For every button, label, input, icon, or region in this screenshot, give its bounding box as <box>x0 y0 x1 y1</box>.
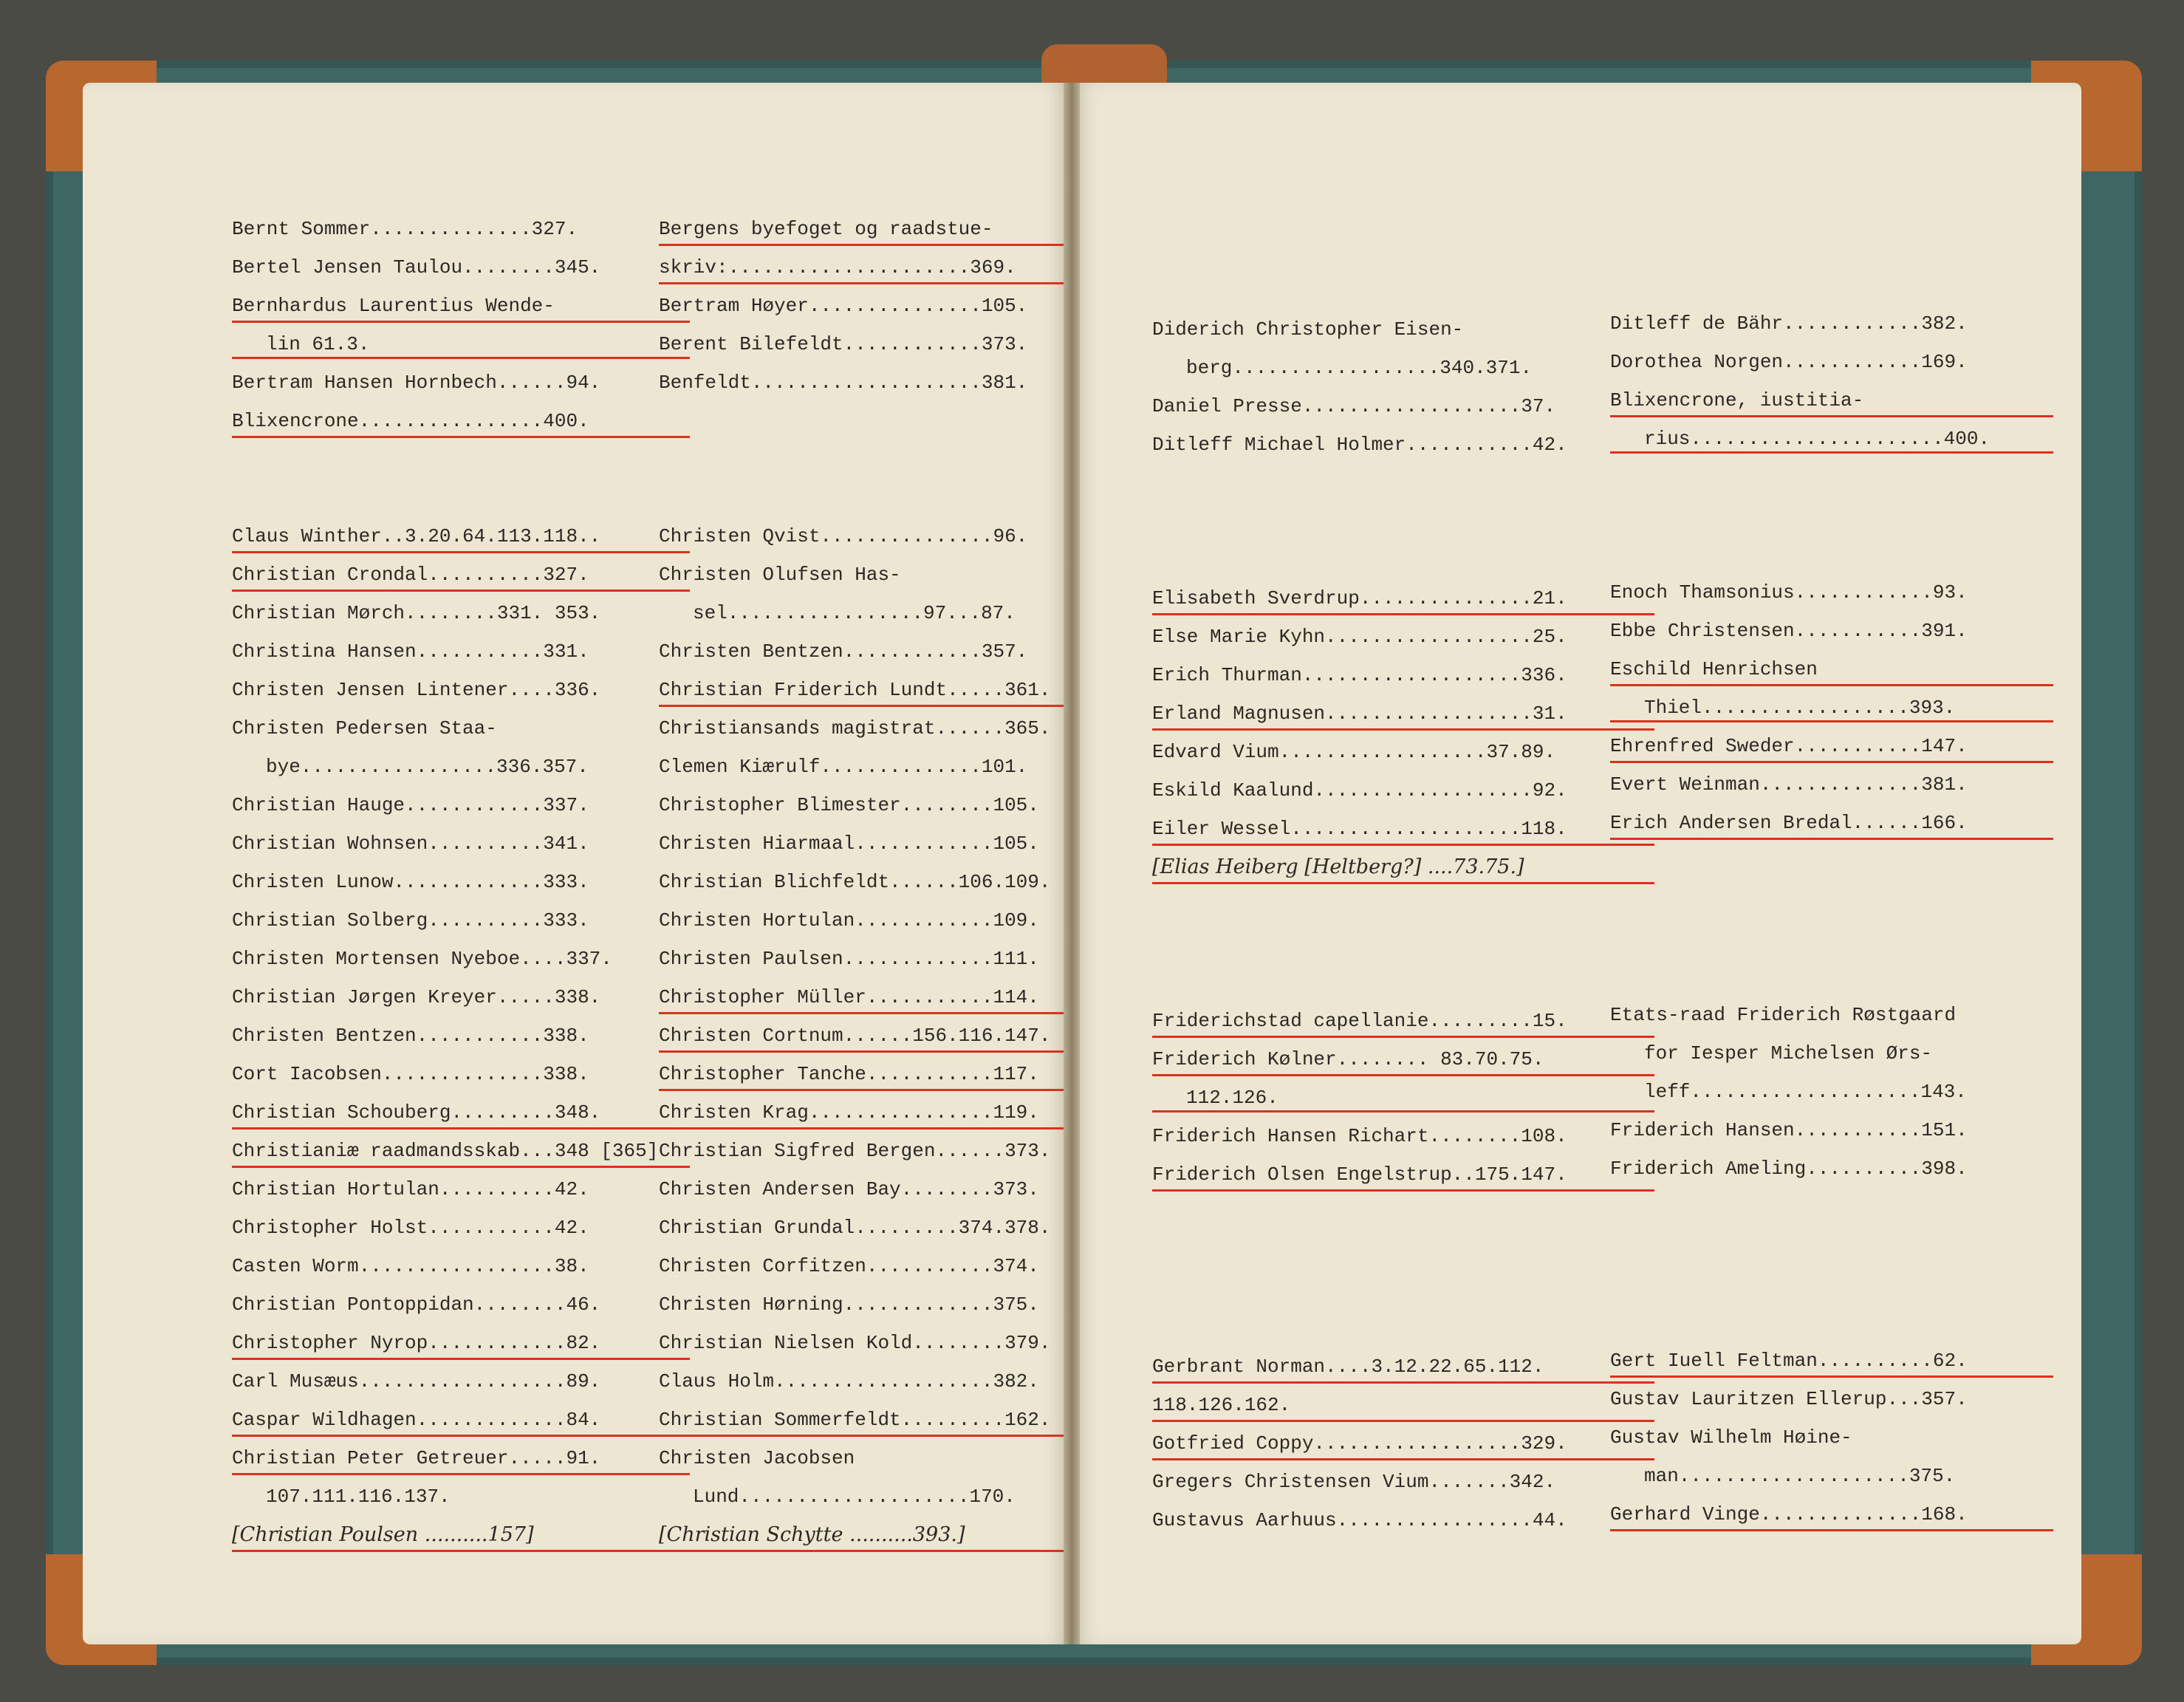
left-page <box>83 83 1071 1644</box>
index-entry: Ebbe Christensen...........391. <box>1610 620 1968 642</box>
index-entry: Friderich Hansen...........151. <box>1610 1119 1968 1141</box>
index-entry: Christian Nielsen Kold........379. <box>659 1332 1051 1354</box>
index-entry: Friderich Hansen Richart........108. <box>1152 1125 1567 1147</box>
index-entry: lin 61.3. <box>232 329 690 359</box>
index-entry: Clemen Kiærulf..............101. <box>659 756 1028 778</box>
index-entry: leff....................143. <box>1644 1081 1967 1103</box>
index-entry: Christiansands magistrat......365. <box>659 717 1051 739</box>
index-entry: Christen Corfitzen...........374. <box>659 1255 1039 1277</box>
index-entry: Gert Iuell Feltman..........62. <box>1610 1346 2053 1378</box>
index-entry: Christian Wohnsen..........341. <box>232 833 589 855</box>
index-entry: Christopher Nyrop............82. <box>232 1328 690 1360</box>
index-entry: Friderich Ameling..........398. <box>1610 1158 1968 1180</box>
index-entry: Evert Weinman..............381. <box>1610 773 1968 796</box>
index-entry: skriv:.....................369. <box>659 253 1132 284</box>
index-entry: Christen Mortensen Nyeboe....337. <box>232 948 612 970</box>
index-entry: berg..................340.371. <box>1186 357 1533 379</box>
index-entry: Christianiæ raadmandsskab...348 [365] <box>232 1136 690 1168</box>
index-entry: man....................375. <box>1644 1465 1956 1487</box>
index-entry: Ditleff Michael Holmer...........42. <box>1152 434 1567 456</box>
index-entry: Christian Blichfeldt......106.109. <box>659 871 1051 893</box>
index-entry: Christian Schouberg.........348. <box>232 1098 690 1129</box>
index-entry: Christen Jensen Lintener....336. <box>232 679 601 701</box>
index-entry: Ehrenfred Sweder...........147. <box>1610 731 2053 763</box>
index-entry: Friderich Kølner........ 83.70.75. <box>1152 1045 1654 1076</box>
index-entry: Blixencrone, iustitia- <box>1610 386 2053 417</box>
index-entry: Christopher Holst...........42. <box>232 1217 589 1239</box>
handwritten-entry: [Christian Schytte ..........393.] <box>659 1520 1132 1552</box>
index-entry: Edvard Vium..................37.89. <box>1152 741 1556 763</box>
index-entry: for Iesper Michelsen Ørs- <box>1644 1042 1933 1064</box>
index-entry: Christen Andersen Bay........373. <box>659 1178 1039 1200</box>
index-entry: Christopher Blimester........105. <box>659 794 1039 816</box>
index-entry: Christen Qvist...............96. <box>659 525 1028 547</box>
index-entry: Carl Musæus..................89. <box>232 1370 601 1392</box>
index-entry: 112.126. <box>1152 1083 1654 1113</box>
index-entry: Eiler Wessel....................118. <box>1152 814 1654 846</box>
index-entry: Dorothea Norgen............169. <box>1610 351 1968 373</box>
index-entry: Benfeldt....................381. <box>659 372 1028 394</box>
index-entry: Christen Krag................119. <box>659 1098 1132 1129</box>
book-gutter <box>1064 83 1080 1644</box>
index-entry: Gerhard Vinge..............168. <box>1610 1500 2053 1531</box>
index-entry: Gustav Lauritzen Ellerup...357. <box>1610 1388 1968 1410</box>
index-entry: Bertram Høyer...............105. <box>659 295 1028 317</box>
index-entry: sel.................97...87. <box>693 602 1016 624</box>
index-entry: Bernt Sommer..............327. <box>232 218 578 240</box>
index-entry: Christen Hortulan............109. <box>659 909 1039 932</box>
index-entry: Erich Thurman...................336. <box>1152 664 1567 686</box>
index-entry: Casten Worm.................38. <box>232 1255 589 1277</box>
index-entry: Bernhardus Laurentius Wende- <box>232 291 690 323</box>
index-entry: Christen Hiarmaal............105. <box>659 833 1039 855</box>
index-entry: Christen Bentzen...........338. <box>232 1025 589 1047</box>
index-entry: Christian Peter Getreuer.....91. <box>232 1443 690 1475</box>
right-page <box>1071 83 2081 1644</box>
index-entry: Christian Crondal..........327. <box>232 560 690 592</box>
index-entry: Christian Pontoppidan........46. <box>232 1293 601 1316</box>
index-entry: Gregers Christensen Vium.......342. <box>1152 1471 1556 1493</box>
index-entry: Thiel..................393. <box>1610 693 2053 722</box>
index-entry: Cort Iacobsen..............338. <box>232 1063 589 1085</box>
index-entry: Bertel Jensen Taulou........345. <box>232 256 601 278</box>
index-entry: Christen Paulsen.............111. <box>659 948 1039 970</box>
index-entry: Christen Hørning.............375. <box>659 1293 1039 1316</box>
index-entry: Etats-raad Friderich Røstgaard <box>1610 1004 1957 1026</box>
index-entry: Claus Winther..3.20.64.113.118.. <box>232 522 690 553</box>
index-entry: Christina Hansen...........331. <box>232 640 589 663</box>
index-entry: Enoch Thamsonius............93. <box>1610 581 1968 604</box>
index-entry: Blixencrone................400. <box>232 406 690 438</box>
index-entry: Christian Grundal.........374.378. <box>659 1217 1051 1239</box>
index-entry: Christen Cortnum......156.116.147. <box>659 1021 1132 1053</box>
index-entry: Christen Bentzen............357. <box>659 640 1028 663</box>
index-entry: Christian Sigfred Bergen......373. <box>659 1140 1051 1162</box>
index-entry: Christian Hortulan..........42. <box>232 1178 589 1200</box>
index-entry: Gustavus Aarhuus.................44. <box>1152 1509 1567 1531</box>
index-entry: Lund....................170. <box>693 1486 1016 1508</box>
index-entry: Christen Pedersen Staa- <box>232 717 497 739</box>
index-entry: Eskild Kaalund...................92. <box>1152 779 1567 802</box>
index-entry: Christian Solberg..........333. <box>232 909 589 932</box>
index-entry: rius......................400. <box>1610 424 2053 454</box>
index-entry: Christen Lunow.............333. <box>232 871 589 893</box>
index-entry: Erich Andersen Bredal......166. <box>1610 808 2053 840</box>
index-entry: Daniel Presse...................37. <box>1152 395 1556 417</box>
index-entry: bye.................336.357. <box>266 756 589 778</box>
index-entry: Diderich Christopher Eisen- <box>1152 318 1464 341</box>
index-entry: Christen Jacobsen <box>659 1447 855 1469</box>
index-entry: Eschild Henrichsen <box>1610 655 2053 686</box>
index-entry: Bergens byefoget og raadstue- <box>659 214 1132 246</box>
index-entry: Friderich Olsen Engelstrup..175.147. <box>1152 1160 1654 1192</box>
handwritten-entry: [Elias Heiberg [Heltberg?] ....73.75.] <box>1152 852 1654 884</box>
index-entry: Gerbrant Norman....3.12.22.65.112. <box>1152 1352 1654 1384</box>
index-entry: Christian Sommerfeldt.........162. <box>659 1405 1132 1437</box>
index-entry: Caspar Wildhagen.............84. <box>232 1405 690 1437</box>
index-entry: Friderichstad capellanie.........15. <box>1152 1006 1654 1038</box>
index-entry: Ditleff de Bähr............382. <box>1610 312 1968 335</box>
index-entry: Christian Jørgen Kreyer.....338. <box>232 986 601 1008</box>
index-entry: 118.126.162. <box>1152 1390 1654 1422</box>
index-entry: Christian Friderich Lundt.....361. <box>659 675 1132 707</box>
index-entry: Claus Holm...................382. <box>659 1370 1039 1392</box>
index-entry: Berent Bilefeldt............373. <box>659 333 1028 355</box>
index-entry: Christian Hauge............337. <box>232 794 589 816</box>
index-entry: 107.111.116.137. <box>266 1486 451 1508</box>
index-entry: Bertram Hansen Hornbech......94. <box>232 372 601 394</box>
index-entry: Gotfried Coppy..................329. <box>1152 1429 1654 1460</box>
handwritten-entry: [Christian Poulsen ..........157] <box>232 1520 690 1552</box>
index-entry: Christen Olufsen Has- <box>659 564 901 586</box>
index-entry: Elisabeth Sverdrup...............21. <box>1152 584 1654 615</box>
index-entry: Else Marie Kyhn..................25. <box>1152 626 1567 648</box>
index-entry: Christopher Müller...........114. <box>659 982 1132 1014</box>
index-entry: Erland Magnusen..................31. <box>1152 699 1654 731</box>
index-entry: Christopher Tanche...........117. <box>659 1059 1132 1091</box>
index-entry: Gustav Wilhelm Høine- <box>1610 1426 1852 1449</box>
index-entry: Christian Mørch........331. 353. <box>232 602 601 624</box>
